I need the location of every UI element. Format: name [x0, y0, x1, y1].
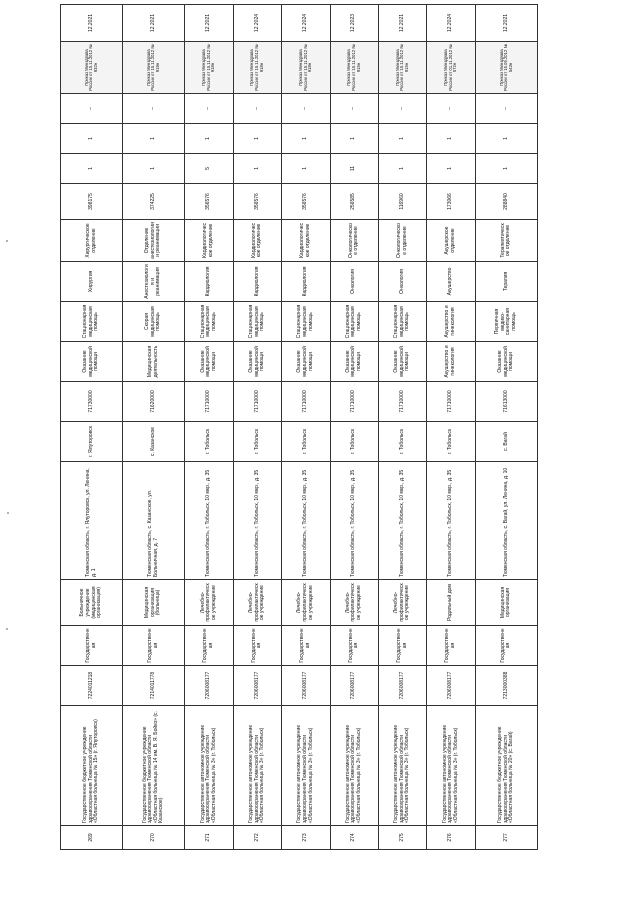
- cell-code: 356576: [282, 184, 330, 220]
- scan-speck: [6, 240, 8, 242]
- cell-extra: –: [282, 94, 330, 124]
- cell-beds: 1: [282, 154, 330, 184]
- cell-form: Государственная: [185, 626, 233, 666]
- cell-address: Тюменская область, с. Казанское, ул. Больничная, д. 7: [123, 462, 185, 580]
- cell-law: Приказ Минздрава России от 15.11.2012 № 932н: [61, 42, 123, 94]
- cell-n: 272: [233, 826, 281, 850]
- cell-kind: Оказание медицинской помощи: [475, 342, 537, 382]
- cell-kind: Акушерство и гинекология: [427, 342, 475, 382]
- cell-type: Лечебно-профилактическое учреждение: [185, 580, 233, 626]
- cell-extra: –: [475, 94, 537, 124]
- cell-address: Тюменская область, с. Вагай, ул. Ленина, д. 10: [475, 462, 537, 580]
- cell-extra: –: [233, 94, 281, 124]
- cell-spec: Онкология: [330, 262, 378, 302]
- cell-date: 12.2024: [427, 5, 475, 42]
- cell-spec: Акушерство: [427, 262, 475, 302]
- cell-address: Тюменская область, г. Тобольск, 10 мкр., д. 35: [330, 462, 378, 580]
- cell-law: Приказ Минздрава России от 15.11.2012 № 918н: [233, 42, 281, 94]
- cell-date: 12.2024: [282, 5, 330, 42]
- cell-n: 269: [61, 826, 123, 850]
- cell-extra: –: [378, 94, 426, 124]
- cell-kind: Оказание медицинской помощи: [233, 342, 281, 382]
- cell-extra: –: [330, 94, 378, 124]
- cell-settlement: г. Тобольск: [185, 422, 233, 462]
- cell-beds: 1: [61, 154, 123, 184]
- cell-n: 271: [185, 826, 233, 850]
- cell-settlement: г. Тобольск: [233, 422, 281, 462]
- table-row: [61, 5, 123, 850]
- cell-address: Тюменская область, г. Тобольск, 10 мкр., д. 35: [427, 462, 475, 580]
- cell-name: Государственное бюджетное учреждение здравоохранения Тюменской области «Областная больница № 15» (г. Ялуторовск): [61, 706, 123, 826]
- cell-form: Государственная: [233, 626, 281, 666]
- cell-inn: 7213000388: [475, 666, 537, 706]
- cell-type: Лечебно-профилактическое учреждение: [378, 580, 426, 626]
- cell-beds: 5: [185, 154, 233, 184]
- cell-address: Тюменская область, г. Ялуторовск, ул. Ленина, д. 1: [61, 462, 123, 580]
- cell-qty: 1: [427, 124, 475, 154]
- cell-settlement: г. Тобольск: [330, 422, 378, 462]
- cell-date: 12.2021: [378, 5, 426, 42]
- cell-oktmo: 71730000: [61, 382, 123, 422]
- cell-kind: Оказание медицинской помощи: [330, 342, 378, 382]
- cell-law: Приказ Минздрава России от 15.11.2012 № 918н: [185, 42, 233, 94]
- table-row: [233, 5, 281, 850]
- cell-extra: –: [61, 94, 123, 124]
- cell-inn: 7206008177: [330, 666, 378, 706]
- cell-form: Государственная: [61, 626, 123, 666]
- cell-law: Приказ Минздрава России от 01.11.2012 № 572н: [427, 42, 475, 94]
- cell-type: Медицинская организация: [475, 580, 537, 626]
- cell-name: Государственное автономное учреждение здравоохранения Тюменской области «Областная больница № 3» (г. Тобольск): [378, 706, 426, 826]
- cell-profile: Стационарная медицинская помощь: [330, 302, 378, 342]
- table-row: [282, 5, 330, 850]
- cell-form: Государственная: [123, 626, 185, 666]
- cell-code: 173066: [427, 184, 475, 220]
- cell-address: Тюменская область, г. Тобольск, 10 мкр., д. 35: [282, 462, 330, 580]
- cell-kind: Медицинская деятельность: [123, 342, 185, 382]
- table-row: [378, 5, 426, 850]
- cell-oktmo: 71710000: [233, 382, 281, 422]
- cell-inn: 7206008177: [378, 666, 426, 706]
- cell-settlement: г. Тобольск: [282, 422, 330, 462]
- cell-form: Государственная: [282, 626, 330, 666]
- cell-unit: Отделение анестезиологии и реанимации: [123, 220, 185, 262]
- cell-extra: –: [427, 94, 475, 124]
- cell-spec: Хирургия: [61, 262, 123, 302]
- cell-name: Государственное автономное учреждение здравоохранения Тюменской области «Областная больница № 3» (г. Тобольск): [185, 706, 233, 826]
- cell-n: 273: [282, 826, 330, 850]
- cell-oktmo: 71620000: [123, 382, 185, 422]
- cell-kind: Оказание медицинской помощи: [378, 342, 426, 382]
- cell-n: 275: [378, 826, 426, 850]
- cell-law: Приказ Минздрава России от 15.11.2012 № 915н: [330, 42, 378, 94]
- cell-oktmo: 71710000: [282, 382, 330, 422]
- cell-code: 288840: [475, 184, 537, 220]
- cell-profile: Стационарная медицинская помощь: [282, 302, 330, 342]
- cell-law: Приказ Минздрава России от 15.11.2012 № 919н: [123, 42, 185, 94]
- cell-beds: 1: [475, 154, 537, 184]
- cell-name: Государственное автономное учреждение здравоохранения Тюменской области «Областная больница № 3» (г. Тобольск): [330, 706, 378, 826]
- cell-n: 276: [427, 826, 475, 850]
- cell-unit: Кардиологическое отделение: [185, 220, 233, 262]
- cell-name: Государственное бюджетное учреждение здравоохранения Тюменской области «Областная больница № 14 им. В. Я. Бойко» (с. Казанское): [123, 706, 185, 826]
- cell-date: 12.2024: [233, 5, 281, 42]
- cell-spec: Анестезиология и реанимация: [123, 262, 185, 302]
- cell-code: 398175: [61, 184, 123, 220]
- cell-inn: 7224011218: [61, 666, 123, 706]
- scan-speck: [7, 512, 9, 514]
- cell-oktmo: 71710000: [330, 382, 378, 422]
- table-row: [475, 5, 537, 850]
- cell-beds: 1: [123, 154, 185, 184]
- cell-inn: 7214011778: [123, 666, 185, 706]
- cell-type: Лечебно-профилактическое учреждение: [282, 580, 330, 626]
- cell-code: 256585: [330, 184, 378, 220]
- cell-oktmo: 71613000: [475, 382, 537, 422]
- cell-unit: Онкологическое отделение: [378, 220, 426, 262]
- cell-kind: Оказание медицинской помощи: [185, 342, 233, 382]
- cell-spec: Терапия: [475, 262, 537, 302]
- cell-date: 12.2023: [330, 5, 378, 42]
- cell-profile: Стационарная медицинская помощь: [61, 302, 123, 342]
- cell-name: Государственное автономное учреждение здравоохранения Тюменской области «Областная больница № 3» (г. Тобольск): [282, 706, 330, 826]
- cell-qty: 1: [330, 124, 378, 154]
- cell-name: Государственное автономное учреждение здравоохранения Тюменской области «Областная больница № 3» (г. Тобольск): [233, 706, 281, 826]
- cell-unit: Терапевтическое отделение: [475, 220, 537, 262]
- cell-settlement: с. Вагай: [475, 422, 537, 462]
- table-row: [427, 5, 475, 850]
- cell-date: 12.2021: [61, 5, 123, 42]
- cell-unit: Хирургическое отделение: [61, 220, 123, 262]
- cell-qty: 1: [282, 124, 330, 154]
- table-row: [123, 5, 185, 850]
- cell-form: Государственная: [475, 626, 537, 666]
- cell-qty: 1: [378, 124, 426, 154]
- cell-kind: Оказание медицинской помощи: [282, 342, 330, 382]
- cell-form: Государственная: [330, 626, 378, 666]
- cell-spec: Кардиология: [233, 262, 281, 302]
- cell-beds: 1: [427, 154, 475, 184]
- cell-oktmo: 71710000: [185, 382, 233, 422]
- cell-unit: Кардиологическое отделение: [233, 220, 281, 262]
- cell-settlement: с. Казанское: [123, 422, 185, 462]
- cell-form: Государственная: [378, 626, 426, 666]
- cell-address: Тюменская область, г. Тобольск, 10 мкр., д. 35: [378, 462, 426, 580]
- cell-code: 116960: [378, 184, 426, 220]
- cell-law: Приказ Минздрава России от 15.11.2012 № 918н: [282, 42, 330, 94]
- cell-type: Родильный дом: [427, 580, 475, 626]
- cell-beds: 1: [233, 154, 281, 184]
- cell-type: Лечебно-профилактическое учреждение: [330, 580, 378, 626]
- cell-code: 374225: [123, 184, 185, 220]
- cell-settlement: г. Тобольск: [378, 422, 426, 462]
- cell-profile: Стационарная медицинская помощь: [185, 302, 233, 342]
- cell-profile: Стационарная медицинская помощь: [233, 302, 281, 342]
- cell-spec: Онкология: [378, 262, 426, 302]
- cell-settlement: г. Тобольск: [427, 422, 475, 462]
- cell-unit: Кардиологическое отделение: [282, 220, 330, 262]
- cell-spec: Кардиология: [185, 262, 233, 302]
- cell-code: 356576: [233, 184, 281, 220]
- scan-speck: [6, 628, 8, 630]
- cell-code: 356576: [185, 184, 233, 220]
- cell-date: 12.2021: [123, 5, 185, 42]
- cell-spec: Кардиология: [282, 262, 330, 302]
- cell-inn: 7206008177: [282, 666, 330, 706]
- cell-oktmo: 71710000: [427, 382, 475, 422]
- cell-type: Медицинская организация (больница): [123, 580, 185, 626]
- cell-n: 270: [123, 826, 185, 850]
- rotated-table-sheet: [60, 13, 538, 850]
- cell-name: Государственное бюджетное учреждение здравоохранения Тюменской области «Областная больница № 20» (с. Вагай): [475, 706, 537, 826]
- cell-date: 12.2021: [185, 5, 233, 42]
- cell-qty: 1: [61, 124, 123, 154]
- cell-address: Тюменская область, г. Тобольск, 10 мкр., д. 35: [185, 462, 233, 580]
- cell-beds: 1: [378, 154, 426, 184]
- cell-kind: Оказание медицинской помощи: [61, 342, 123, 382]
- cell-unit: Акушерское отделение: [427, 220, 475, 262]
- cell-qty: 1: [233, 124, 281, 154]
- cell-settlement: г. Ялуторовск: [61, 422, 123, 462]
- cell-qty: 1: [123, 124, 185, 154]
- table-row: [330, 5, 378, 850]
- cell-qty: 1: [185, 124, 233, 154]
- cell-qty: 1: [475, 124, 537, 154]
- cell-address: Тюменская область, г. Тобольск, 10 мкр., д. 35: [233, 462, 281, 580]
- cell-n: 277: [475, 826, 537, 850]
- cell-profile: Первичная медико-санитарная помощь: [475, 302, 537, 342]
- cell-name: Государственное автономное учреждение здравоохранения Тюменской области «Областная больница № 3» (г. Тобольск): [427, 706, 475, 826]
- cell-beds: 11: [330, 154, 378, 184]
- cell-inn: 7206008177: [185, 666, 233, 706]
- cell-profile: Скорая медицинская помощь: [123, 302, 185, 342]
- cell-n: 274: [330, 826, 378, 850]
- registry-table: [60, 4, 538, 850]
- cell-extra: –: [123, 94, 185, 124]
- table-row: [185, 5, 233, 850]
- cell-unit: Онкологическое отделение: [330, 220, 378, 262]
- cell-oktmo: 71710000: [378, 382, 426, 422]
- cell-profile: Стационарная медицинская помощь: [378, 302, 426, 342]
- cell-extra: –: [185, 94, 233, 124]
- cell-inn: 7206008177: [427, 666, 475, 706]
- cell-profile: Акушерство и гинекология: [427, 302, 475, 342]
- cell-date: 12.2021: [475, 5, 537, 42]
- cell-law: Приказ Минздрава России от 15.11.2012 № 915н: [378, 42, 426, 94]
- cell-type: Больничное учреждение (медицинская организация): [61, 580, 123, 626]
- cell-law: Приказ Минздрава России от 15.05.2012 № 543н: [475, 42, 537, 94]
- cell-type: Лечебно-профилактическое учреждение: [233, 580, 281, 626]
- cell-inn: 7206008177: [233, 666, 281, 706]
- cell-form: Государственная: [427, 626, 475, 666]
